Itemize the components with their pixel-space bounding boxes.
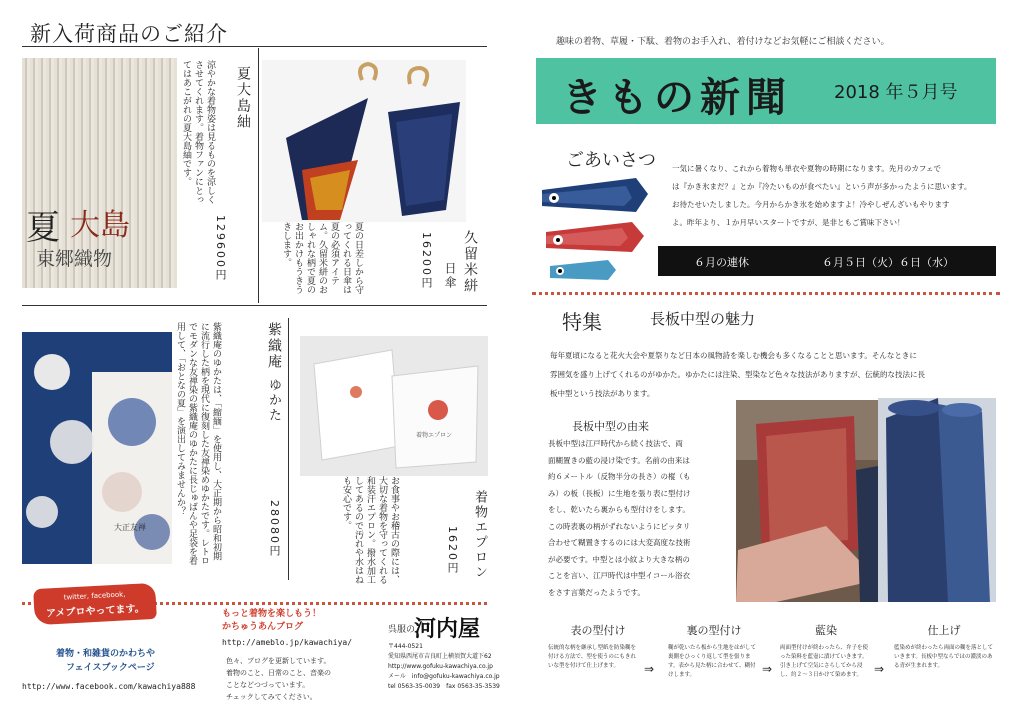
blog-desc-3: ことなどつづっています。 — [226, 681, 310, 689]
yukata-desc: 紫織庵のゆかたは、「縮緬」を使用し、大正期から昭和初期に流行した柄を現代に復刻した友禅染めゆかたです。レトロでモダンな友禅染の紫織庵のゆかたに長じゅばんや足袋を着用して、「おとなの夏」を演出してみませんか？ — [175, 322, 221, 565]
facebook-title-2: フェイスブックページ — [66, 663, 155, 673]
holiday-label: ６月の連休 — [694, 256, 749, 269]
origin-line: 長板中型は江戸時代から続く技法で、両 — [548, 439, 683, 448]
oshima-price: 129600円 — [214, 215, 227, 282]
process-step-2 — [668, 622, 760, 680]
feature-intro-line: 毎年夏頃になると花火大会や夏祭りなど日本の風物詩を楽しむ機会も多くなることと思います。そんなときに — [550, 351, 917, 360]
divider-h1 — [22, 305, 487, 306]
process-arrow-3: ⇒ — [874, 662, 885, 676]
greeting-line: お待たせいたしました。今月からかき氷を始めますよ！冷やしぜんざいもやります — [672, 200, 950, 209]
greeting-line: よ。昨年より、１か月早いスタートですが、是非ともご賞味下さい！ — [672, 218, 905, 227]
social-banner-line2: アメブロやってます。 — [45, 603, 145, 620]
yukata-photo — [22, 332, 172, 564]
origin-line: み）の板（長板）に生地を張り表に型付け — [548, 488, 691, 498]
umbrella-price: 16200円 — [420, 232, 433, 290]
tagline: 趣味の着物、草履・下駄、着物のお手入れ、着付けなどお気軽にご相談ください。 — [556, 37, 890, 47]
process-step-desc: 糊が乾いたら板から生地をはがして裏側をひっくり返して型を張ります。表から見た柄に合わせて、糊付けします。 — [668, 645, 757, 678]
process-step-title: 裏の型付け — [686, 624, 742, 637]
origin-line: 合わせて糊置きするのには大変高度な技術 — [548, 538, 691, 547]
process-arrow-2: ⇒ — [762, 662, 773, 676]
process-step-title: 藍染 — [815, 624, 837, 637]
yukata-name2: ゆかた — [266, 378, 281, 423]
shop-address-1: 〒444-0521 — [388, 643, 423, 650]
oshima-name: 夏大島紬 — [235, 66, 251, 130]
process-step-3 — [780, 622, 872, 680]
apron-tag: 着物エプロン — [416, 432, 453, 439]
shop-address-4: メール info@gofuku-kawachiya.co.jp — [388, 673, 500, 680]
greeting-line: は『かき氷まだ？』とか『冷たいものが食べたい』という声が多かったように思います。 — [672, 182, 972, 191]
process-step-desc: 両面型付けが終わったら、弁子を使った染料を藍壺に漬けていきます。引き上げて空気にさらしてから浸し、約２～３日かけて染めます。 — [780, 645, 868, 678]
shop-address-3: http://www.gofuku-kawachiya.co.jp — [388, 663, 493, 670]
oshima-label-char1: 夏 — [26, 208, 60, 248]
yukata-name: 紫織庵 — [266, 322, 282, 370]
umbrella-photo — [262, 60, 466, 222]
origin-line: ことを言い、江戸時代は中型イコール浴衣 — [548, 571, 691, 580]
feature-label: 特集 — [562, 310, 602, 334]
oshima-photo — [22, 58, 177, 288]
social-banner[interactable] — [33, 583, 157, 625]
process-step-4 — [894, 622, 994, 671]
process-step-desc: 伝統的な柄を継承し型紙を防染糊を付ける方法で、型を使うのにもきれいな型を付けて仕上げます。 — [548, 645, 637, 669]
blog-title-2: かちゅうあんブログ — [222, 622, 304, 632]
origin-title: 長板中型の由来 — [572, 420, 649, 433]
shop-prefix: 呉服の — [388, 625, 416, 635]
oshima-desc: 涼やかな着物姿は見るものを涼しくさせてくれます。着物ファンにとってはあこがれの夏大島紬です。 — [181, 60, 215, 204]
feature-intro-line: 板中型という技法があります。 — [550, 389, 655, 398]
blog-title-1: もっと着物を楽しもう！ — [222, 609, 322, 619]
origin-line: をし、乾いたら裏からも型付けをします。 — [548, 505, 690, 514]
title-underline — [22, 46, 487, 47]
masthead — [536, 58, 996, 124]
origin-line: 約６メートル（反物半分の長さ）の樅（も — [548, 472, 691, 481]
facebook-title-1: 着物・和雑貨のかわちや — [56, 649, 156, 659]
greeting-title: ごあいさつ — [566, 150, 656, 171]
facebook-url-link[interactable]: http://www.facebook.com/kawachiya888 — [22, 682, 196, 691]
holiday-dates: ６月５日（火）６日（水） — [822, 256, 954, 269]
indigo-fabric-photo — [878, 398, 996, 602]
holiday-bar — [658, 246, 996, 276]
feature-intro — [550, 346, 1000, 403]
process-step-title: 仕上げ — [927, 624, 961, 637]
oshima-label-char2: 大島 — [70, 208, 130, 243]
blog-desc-2: 着物のこと、日常のこと、音楽の — [226, 669, 331, 677]
yukata-price: 28080円 — [268, 500, 281, 558]
origin-line: この時表裏の柄がずれないようにピッタリ — [548, 521, 691, 531]
yukata-tag: 大正友禅 — [114, 523, 146, 532]
blog-desc-1: 色々、ブログを更新しています。 — [226, 657, 331, 665]
umbrella-name: 久留米絣 — [462, 230, 478, 294]
origin-line: が必要です。中型とは小紋より大きな柄の — [548, 554, 690, 564]
origin-text — [548, 436, 732, 601]
apron-name: 着物エプロン — [472, 490, 487, 580]
process-step-desc: 藍染めが終わったら両面の糊を落としていきます。長板中型ならではの濃淡のある青が生まれます。 — [894, 645, 993, 669]
koinobori-icon — [536, 170, 656, 300]
shop-address-5: tel 0563-35-0039 fax 0563-35-3539 — [388, 683, 500, 690]
divider-v2 — [288, 318, 289, 580]
greeting-line: 一気に暑くなり、これから着物も単衣や夏物の時期になります。先月のカフェで — [672, 164, 942, 173]
process-arrow-1: ⇒ — [644, 662, 655, 676]
shop-logo: 河内屋 — [414, 616, 481, 642]
left-section-title: 新入荷商品のご紹介 — [30, 22, 228, 46]
shop-address-2: 愛知県西尾市吉良町上横須賀大道下62 — [388, 653, 492, 660]
social-banner-line1: twitter, facebook, — [63, 590, 126, 602]
section-dotted-divider — [532, 292, 1000, 295]
apron-desc: お食事やお稽古の際には、大切な着物を守ってくれる和装汗エプロン。撥水加工してあるので汚れや水はねも安心です。 — [341, 476, 399, 584]
origin-line: 面糊置きの藍の浸け染です。名前の由来は — [548, 455, 690, 465]
oshima-label-sub: 東郷織物 — [36, 248, 113, 270]
feature-title: 長板中型の魅力 — [650, 310, 756, 328]
blog-desc-4: チェックしてみてください。 — [226, 693, 317, 701]
issue-label: 2018 年５月号 — [834, 82, 958, 103]
umbrella-illustration — [262, 60, 466, 222]
indigo-fabric-illustration — [878, 398, 996, 602]
dyeing-board-photo — [736, 400, 878, 602]
greeting-text — [672, 160, 1002, 232]
yukata-illustration — [22, 332, 172, 564]
process-step-1 — [548, 622, 640, 671]
apron-illustration — [300, 336, 488, 476]
umbrella-desc: 夏の日差しから守ってくれる日傘は夏の必須アイテム。久留米絣のおしゃれな柄で夏のお出かけもうきうきします。 — [281, 222, 363, 294]
feature-intro-line: 雰囲気を盛り上げてくれるのがゆかた。ゆかたには注染、型染など色々な技法がありますが、伝統的な技法に長 — [550, 370, 925, 379]
process-step-title: 表の型付け — [570, 624, 626, 637]
blog-url-link[interactable]: http://ameblo.jp/kawachiya/ — [222, 638, 353, 647]
umbrella-name2: 日傘 — [443, 262, 457, 290]
masthead-title: きもの新聞 — [562, 74, 792, 121]
origin-line: をさす言葉だったようです。 — [548, 587, 645, 597]
apron-photo — [300, 336, 488, 476]
apron-price: 1620円 — [446, 526, 459, 575]
divider-v1 — [258, 48, 259, 303]
dyeing-board-illustration — [736, 400, 878, 602]
